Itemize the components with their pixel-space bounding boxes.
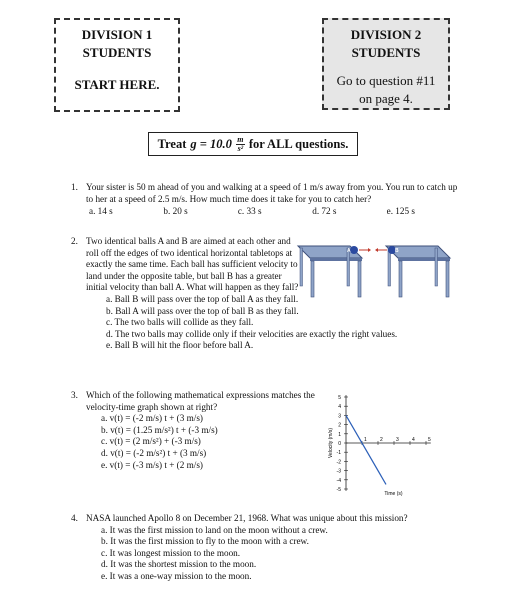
left-table-leg xyxy=(300,248,303,286)
arrow-a-head xyxy=(368,248,371,252)
y-tick-label: 1 xyxy=(338,431,341,438)
y-axis-label: Velocity (m/s) xyxy=(328,427,334,459)
option-b[interactable]: b. v(t) = (1.25 m/s²) t + (-3 m/s) xyxy=(101,424,218,435)
option-c[interactable]: c. 33 s xyxy=(237,206,262,217)
unit-numerator: m xyxy=(237,134,244,144)
gravity-note-unit xyxy=(236,136,245,153)
question-text: Two identical balls A and B are aimed at each other and roll off the edges of two identical horizontal tabletops at exactly the same time. Each ball has sufficient velocity to land under the opposite table, but ball B has a greater initial velocity than ball A. What will happen as they fall? xyxy=(86,236,299,293)
y-tick-label: 2 xyxy=(338,422,341,429)
right-table-leg xyxy=(435,248,438,286)
y-tick-label: 4 xyxy=(338,404,341,411)
question-text: NASA launched Apollo 8 on December 21, 1968. What was unique about this mission? xyxy=(86,513,408,523)
y-tick-label: 3 xyxy=(338,413,341,420)
question-number: 3. xyxy=(71,390,78,400)
division-2-title: DIVISION 2 xyxy=(350,27,422,42)
option-e[interactable]: e. Ball B will hit the floor before ball A. xyxy=(106,340,254,351)
gravity-note-formula: g = 10.0 xyxy=(190,136,232,151)
division-1-title: DIVISION 1 xyxy=(81,27,153,42)
division-2-box xyxy=(322,18,450,110)
question-1 xyxy=(71,182,461,218)
x-tick-label: 3 xyxy=(396,437,399,443)
y-tick-label: -3 xyxy=(336,468,341,475)
option-d[interactable]: d. It was the shortest mission to the moon. xyxy=(101,559,257,570)
left-table-edge xyxy=(310,258,362,261)
x-axis-label: Time (s) xyxy=(384,490,403,497)
velocity-time-graph xyxy=(300,390,450,502)
option-b[interactable]: b. Ball A will pass over the top of ball B as they fall. xyxy=(106,305,299,316)
x-tick-label: 5 xyxy=(428,437,431,443)
x-tick-label: 1 xyxy=(364,437,367,443)
right-table-leg xyxy=(399,261,402,297)
x-tick-label: 2 xyxy=(380,437,383,443)
velocity-line xyxy=(346,415,386,484)
division-1-students: STUDENTS xyxy=(82,45,152,60)
option-c[interactable]: c. The two balls will collide as they fall. xyxy=(106,317,254,328)
division-2-students: STUDENTS xyxy=(351,45,421,60)
right-table-leg xyxy=(388,248,391,286)
ball-a xyxy=(350,246,358,254)
left-table-leg xyxy=(358,261,361,297)
arrow-b-head xyxy=(375,248,378,252)
question-text: Which of the following mathematical expressions matches the velocity-time graph shown at right? xyxy=(86,390,315,412)
gravity-note-prefix: Treat xyxy=(157,136,187,151)
question-number: 2. xyxy=(71,236,78,246)
question-text: Your sister is 50 m ahead of you and walking at a speed of 1 m/s away from you. You run to catch up to her at a speed of 2.5 m/s. How much time does it take for you to catch her? xyxy=(86,182,458,204)
left-table-leg xyxy=(311,261,314,297)
y-tick-label: -2 xyxy=(336,459,341,466)
x-tick-label: 4 xyxy=(412,437,415,443)
gravity-note-suffix: for ALL questions. xyxy=(248,136,349,151)
answer-options xyxy=(89,206,461,218)
gravity-note xyxy=(148,132,358,156)
unit-denominator: s² xyxy=(237,143,244,153)
y-tick-label: 5 xyxy=(338,395,341,401)
division-1-box xyxy=(54,18,180,112)
option-b[interactable]: b. It was the first mission to fly to the moon with a crew. xyxy=(101,536,309,547)
right-table-leg xyxy=(446,261,449,297)
option-d[interactable]: d. The two balls may collide only if their velocities are exactly the right values. xyxy=(106,328,398,339)
option-c[interactable]: c. It was longest mission to the moon. xyxy=(101,547,241,558)
option-c[interactable]: c. v(t) = (2 m/s²) + (-3 m/s) xyxy=(101,436,201,447)
division-1-instruction: START HERE. xyxy=(74,77,160,92)
option-d[interactable]: d. 72 s xyxy=(312,206,337,217)
y-tick-label: -5 xyxy=(336,487,341,493)
question-number: 4. xyxy=(71,513,78,523)
ball-b-label: B xyxy=(395,248,399,254)
option-e[interactable]: e. 125 s xyxy=(386,206,415,217)
ball-a-label: A xyxy=(347,248,351,254)
option-e[interactable]: e. It was a one-way mission to the moon. xyxy=(101,570,252,581)
right-table-edge xyxy=(398,258,450,261)
option-a[interactable]: a. 14 s xyxy=(89,206,113,217)
option-e[interactable]: e. v(t) = (-3 m/s) t + (2 m/s) xyxy=(101,459,203,470)
question-4 xyxy=(71,513,471,583)
division-2-instruction: Go to question #11 xyxy=(336,73,436,88)
y-tick-label: -1 xyxy=(336,450,341,457)
y-tick-label: 0 xyxy=(338,441,341,447)
question-number: 1. xyxy=(71,182,78,192)
two-tables-illustration xyxy=(292,238,452,300)
option-d[interactable]: d. v(t) = (-2 m/s²) t + (3 m/s) xyxy=(101,447,207,458)
y-tick-label: -4 xyxy=(336,477,341,484)
option-a[interactable]: a. v(t) = (-2 m/s) t + (3 m/s) xyxy=(101,413,203,424)
division-2-page: on page 4. xyxy=(359,91,413,106)
option-a[interactable]: a. It was the first mission to land on the moon without a crew. xyxy=(101,524,328,535)
option-b[interactable]: b. 20 s xyxy=(163,206,188,217)
option-a[interactable]: a. Ball B will pass over the top of ball A as they fall. xyxy=(106,293,299,304)
